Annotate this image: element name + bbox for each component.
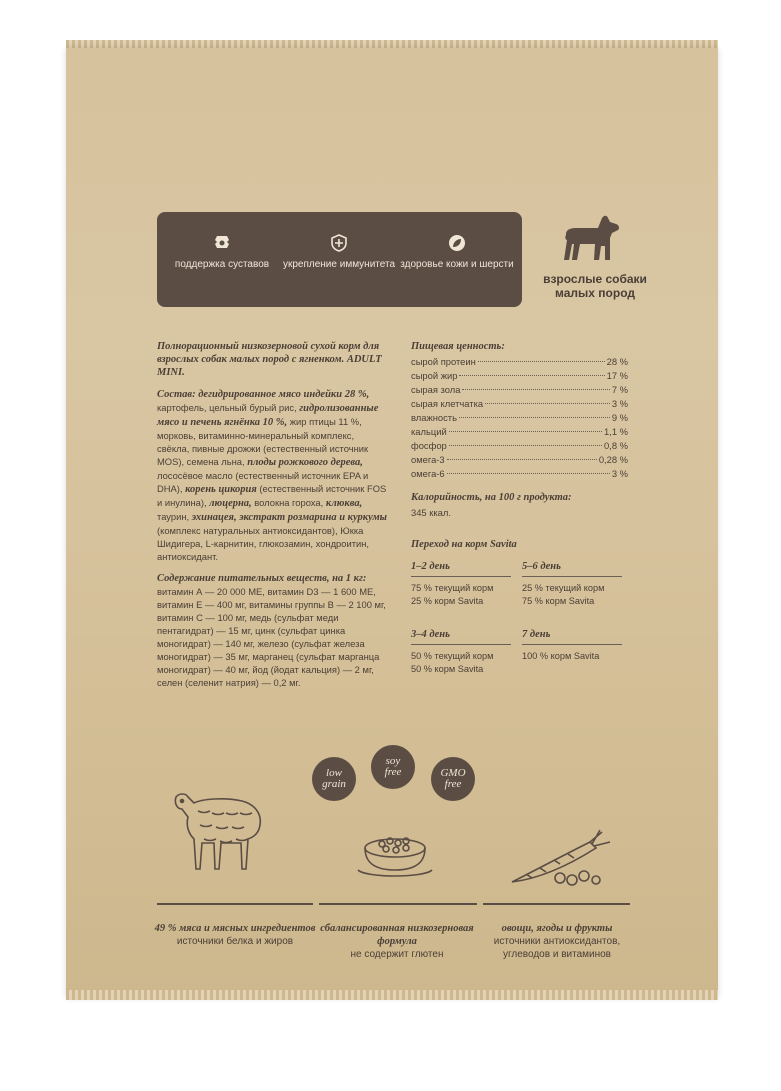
stage-line: 25 % текущий корм <box>522 583 605 593</box>
composition-part: лососёвое масло (естественный источник EPA и DHA), <box>157 470 369 494</box>
caption-bold: 49 % мяса и мясных ингредиентов <box>154 923 316 934</box>
composition-part: (естественный источник FOS и инулина), <box>157 483 387 508</box>
nutrients-text <box>157 571 387 689</box>
composition-part: волокна гороха, <box>251 497 326 508</box>
bag-bottom-seal <box>66 990 718 1000</box>
badge-text: soy <box>385 755 401 767</box>
caption-formula <box>312 922 482 961</box>
benefits-banner <box>157 212 522 307</box>
badge-text: free <box>384 766 402 778</box>
nutrient-name: влажность <box>411 412 457 423</box>
nutrition-heading: Пищевая ценность: <box>411 341 505 352</box>
nutrient-value: 7 % <box>611 384 628 395</box>
nutrient-name: сырая зола <box>411 384 461 395</box>
calories-value: 345 ккал. <box>411 507 451 518</box>
nutrient-name: кальций <box>411 426 447 437</box>
nutrient-name: омега-3 <box>411 454 445 465</box>
calories-heading: Калорийность, на 100 г продукта: <box>411 492 572 503</box>
nutrient-name: фосфор <box>411 440 447 451</box>
nutrient-value: 0,28 % <box>598 454 628 465</box>
badge-text: low <box>326 767 342 779</box>
stage-line: 50 % корм Savita <box>411 664 484 674</box>
stage-days: 3–4 день <box>411 628 511 645</box>
nutrient-value: 0,8 % <box>604 440 628 451</box>
transition-heading: Переход на корм Savita <box>411 539 517 550</box>
nutrition-row <box>411 439 628 453</box>
product-intro: Полнорационный низкозерновой сухой корм для взрослых собак малых пород с ягненком. ADULT MINI. <box>157 341 382 378</box>
nutrient-value: 28 % <box>606 356 628 367</box>
transition-stage <box>522 560 622 608</box>
benefit-skin <box>397 212 517 271</box>
divider <box>157 903 313 905</box>
composition-part: эхинацея, экстракт розмарина и куркумы <box>191 512 387 523</box>
badge-text: free <box>444 778 462 790</box>
benefit-joints <box>162 212 282 271</box>
nutrient-name: сырой протеин <box>411 356 476 367</box>
caption-text: не содержит глютен <box>350 949 444 960</box>
nutrient-name: сырой жир <box>411 370 458 381</box>
nutrient-value: 1,1 % <box>604 426 628 437</box>
composition-part: таурин, <box>157 511 192 522</box>
stage-line: 25 % корм Savita <box>411 596 484 606</box>
nutrition-row <box>411 355 628 369</box>
transition-stage <box>411 628 511 676</box>
transition-stage <box>522 628 622 663</box>
stage-days: 7 день <box>522 628 622 645</box>
composition-part: люцерна, <box>209 498 252 509</box>
benefit-label: поддержка суставов <box>174 259 270 270</box>
composition-part: Состав: дегидрированное мясо индейки 28 %, <box>157 389 370 400</box>
stage-line: 75 % корм Savita <box>522 596 595 606</box>
benefit-immunity <box>279 212 399 271</box>
nutrition-row <box>411 467 628 481</box>
leaf-icon <box>448 234 466 252</box>
benefit-label: укрепление иммунитета <box>282 259 396 270</box>
low-grain-badge <box>312 757 356 801</box>
composition-part: плоды рожкового дерева, <box>247 457 363 468</box>
nutrient-value: 17 % <box>606 370 628 381</box>
nutrition-row <box>411 453 628 467</box>
vegetables-icon <box>506 828 616 890</box>
stage-line: 100 % корм Savita <box>522 651 600 661</box>
transition-grid <box>411 560 628 690</box>
caption-meat <box>150 922 320 948</box>
joint-icon <box>213 234 231 252</box>
composition-part: клюква, <box>325 498 363 509</box>
caption-bold: овощи, ягоды и фрукты <box>501 923 613 934</box>
badge-text: GMO <box>440 767 466 779</box>
caption-text: источники антиоксидантов, углеводов и витаминов <box>493 936 621 960</box>
composition-part: гидролизованные мясо и печень ягнёнка 10 %, <box>157 403 379 428</box>
dog-icon <box>560 212 622 270</box>
caption-bold: сбалансированная низкозерновая формула <box>320 923 474 947</box>
nutrition-row <box>411 369 628 383</box>
soy-free-badge <box>371 745 415 789</box>
nutrients-body: витамин А — 20 000 МЕ, витамин D3 — 1 600 МЕ, витамин Е — 400 мг, витамины группы В — 2 100 мг, витамин С — 100 мг, медь (сульфат меди пентагидрат) — 15 мг, цинк (сульфат цинка моногидрат) — 140 мг, железо (сульфат железа моногидрат) — 35 мг, марганец (сульфат марганца моногидрат) — 40 мг, йод (йодат кальция) — 2 мг, селен (селенит натрия) — 0,2 мг. <box>157 586 386 688</box>
composition-text <box>157 387 387 563</box>
nutrients-heading: Содержание питательных веществ, на 1 кг: <box>157 573 367 584</box>
stage-line: 75 % текущий корм <box>411 583 494 593</box>
description-column <box>157 340 387 697</box>
composition-part: картофель, цельный бурый рис, <box>157 402 300 413</box>
nutrient-value: 3 % <box>611 468 628 479</box>
nutrition-row <box>411 383 628 397</box>
divider <box>319 903 477 905</box>
stage-days: 5–6 день <box>522 560 622 577</box>
composition-part: (комплекс натуральных антиоксидантов), Юкка Шидигера, L-карнитин, глюкозамин, хондроитин, антиоксидант. <box>157 525 370 562</box>
target-audience-label: взрослые собаки малых пород <box>543 272 647 300</box>
benefit-label: здоровье кожи и шерсти <box>400 259 514 270</box>
nutrition-row <box>411 411 628 425</box>
gmo-free-badge <box>431 757 475 801</box>
stage-line: 50 % текущий корм <box>411 651 494 661</box>
nutrition-column <box>411 340 628 690</box>
composition-part: жир птицы 11 %, морковь, витаминно-минеральный комплекс, свёкла, пивные дрожжи (естественный источник MOS), семена льна, <box>157 416 369 467</box>
nutrition-row <box>411 397 628 411</box>
food-bowl-icon <box>352 826 438 886</box>
nutrient-name: омега-6 <box>411 468 445 479</box>
transition-stage <box>411 560 511 608</box>
nutrient-value: 9 % <box>611 412 628 423</box>
shield-icon <box>330 234 348 252</box>
composition-part: корень цикория <box>185 484 257 495</box>
nutrition-row <box>411 425 628 439</box>
divider <box>483 903 630 905</box>
nutrient-value: 3 % <box>611 398 628 409</box>
lamb-icon <box>168 785 273 890</box>
stage-days: 1–2 день <box>411 560 511 577</box>
caption-text: источники белка и жиров <box>176 936 294 947</box>
caption-vegetables <box>472 922 642 961</box>
nutrient-name: сырая клетчатка <box>411 398 484 409</box>
badge-text: grain <box>322 778 346 790</box>
